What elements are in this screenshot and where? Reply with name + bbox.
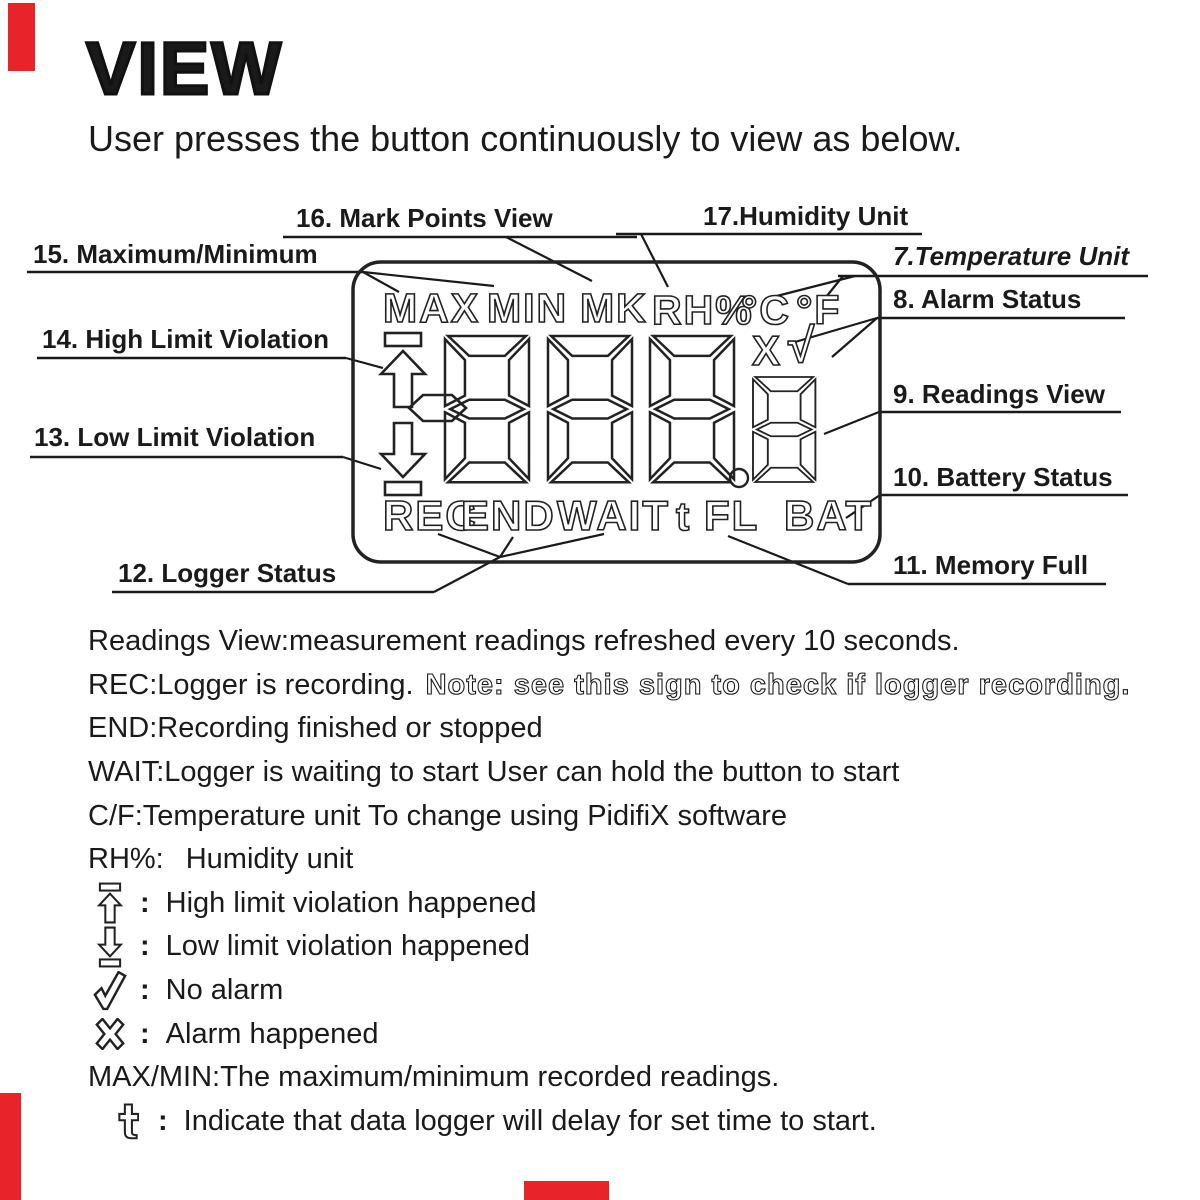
colon: : — [140, 930, 150, 963]
label-logger-status: 12. Logger Status — [118, 558, 337, 588]
lcd-mk-segment: MK — [580, 285, 648, 331]
lcd-digit-1 — [445, 336, 529, 482]
note-text: Alarm happened — [165, 1017, 379, 1050]
note-text: Indicate that data logger will delay for set time to start. — [183, 1104, 877, 1137]
colon: : — [140, 886, 150, 919]
label-maximum-minimum: 15. Maximum/Minimum — [33, 239, 318, 269]
note-text: Humidity unit — [185, 843, 354, 876]
lcd-fl-segment: FL — [704, 492, 760, 539]
lcd-celsius-segment: °C — [741, 287, 792, 333]
note-wait — [88, 751, 1148, 795]
red-crop-mark-bottom-left — [0, 1093, 21, 1200]
note-text: REC:Logger is recording. — [88, 668, 414, 701]
lcd-rh-unit-segment: RH% — [652, 287, 754, 333]
label-alarm-status: 8. Alarm Status — [893, 284, 1082, 314]
label-mark-points-view: 16. Mark Points View — [296, 203, 553, 233]
colon: : — [140, 1017, 150, 1050]
note-rec — [88, 664, 1148, 708]
check-icon — [88, 971, 132, 1011]
label-memory-full: 11. Memory Full — [893, 550, 1089, 580]
lcd-wait-segment: WAIT — [557, 492, 670, 539]
note-rec-outline: Note: see this sign to check if logger recording. — [425, 668, 1131, 701]
note-low-limit — [88, 925, 1148, 969]
note-maxmin — [88, 1056, 1148, 1100]
lcd-alarm-check-icon: √ — [788, 320, 817, 373]
note-end — [88, 707, 1148, 751]
alarm-x-icon — [88, 1018, 132, 1050]
note-rh-label: RH%: — [88, 843, 164, 876]
delay-t-icon — [88, 1101, 150, 1141]
note-text: High limit violation happened — [165, 886, 537, 919]
lcd-digit-small — [753, 377, 815, 482]
lcd-min-segment: MIN — [487, 285, 569, 331]
lcd-delay-t-segment: t — [676, 495, 692, 539]
lcd-end-segment: END — [461, 492, 556, 539]
note-text: Readings View:measurement readings refreshed every 10 seconds. — [88, 625, 960, 658]
note-text: MAX/MIN:The maximum/minimum recorded readings. — [88, 1061, 780, 1094]
page-title: VIEW — [86, 27, 284, 110]
page-subtitle: User presses the button continuously to view as below. — [88, 118, 963, 159]
legend-notes — [88, 620, 1148, 1143]
label-humidity-unit: 17.Humidity Unit — [703, 201, 909, 231]
lcd-low-limit-icon — [381, 423, 425, 495]
red-crop-mark-top-left — [8, 3, 35, 71]
note-rh — [88, 838, 1148, 882]
red-crop-mark-bottom-center — [524, 1181, 609, 1200]
lcd-fahrenheit-segment: °F — [796, 287, 842, 333]
high-limit-icon — [88, 882, 132, 924]
colon: : — [158, 1104, 168, 1137]
note-no-alarm — [88, 969, 1148, 1013]
label-temperature-unit: 7.Temperature Unit — [893, 241, 1129, 271]
lcd-bat-segment: BAT — [784, 492, 874, 539]
note-cf — [88, 794, 1148, 838]
label-low-limit-violation: 13. Low Limit Violation — [34, 422, 316, 452]
lcd-digit-2 — [548, 336, 632, 482]
note-high-limit — [88, 882, 1148, 926]
note-alarm — [88, 1012, 1148, 1056]
lcd-max-segment: MAX — [383, 285, 481, 331]
note-text: WAIT:Logger is waiting to start User can hold the button to start — [88, 756, 900, 789]
note-text: C/F:Temperature unit To change using PidifiX software — [88, 799, 788, 832]
low-limit-icon — [88, 926, 132, 968]
note-delay — [88, 1100, 1148, 1144]
label-battery-status: 10. Battery Status — [893, 462, 1113, 492]
note-readings-view — [88, 620, 1148, 664]
lcd-alarm-x-icon: X — [752, 327, 783, 374]
label-high-limit-violation: 14. High Limit Violation — [42, 324, 329, 354]
lcd-digit-3 — [650, 336, 734, 482]
note-text: No alarm — [165, 974, 284, 1007]
note-text: Low limit violation happened — [165, 930, 531, 963]
label-readings-view: 9. Readings View — [893, 379, 1105, 409]
note-text: END:Recording finished or stopped — [88, 712, 543, 745]
lcd-rec-segment: REC — [383, 492, 478, 539]
lcd-high-limit-icon — [381, 333, 425, 407]
colon: : — [140, 974, 150, 1007]
